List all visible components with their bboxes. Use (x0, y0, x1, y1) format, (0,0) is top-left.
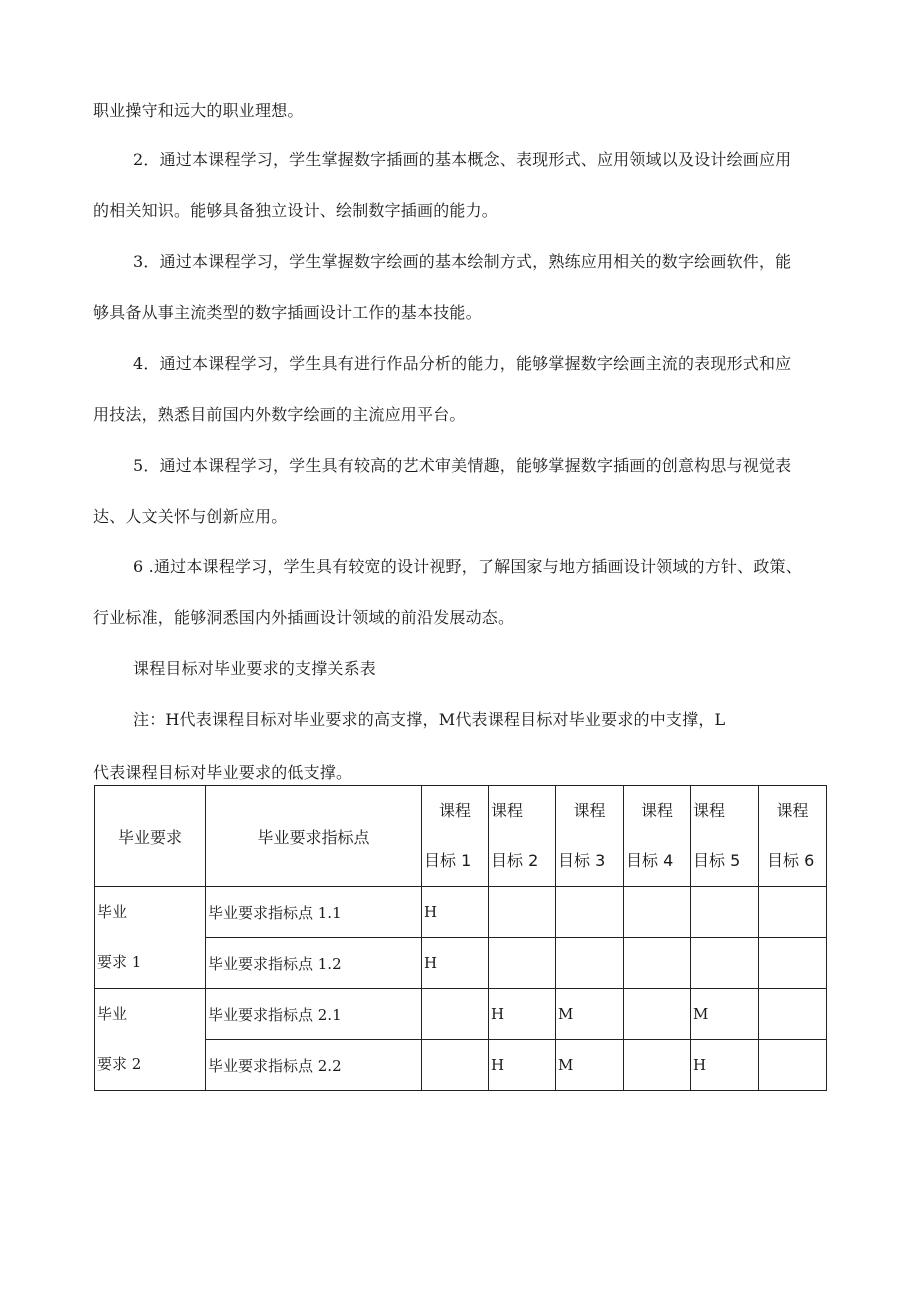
indicator-point-2-2: 毕业要求指标点 2.2 (206, 1040, 422, 1091)
note-line-2: 代表课程目标对毕业要求的低支撑。 (93, 763, 353, 782)
mark-2-2-goal-1 (422, 1040, 489, 1091)
header-goal-5-bottom: 目标 5 (693, 851, 741, 870)
requirement-1-top: 毕业 (97, 903, 128, 921)
paragraph-1-line-1: 职业操守和远大的职业理想。 (93, 101, 304, 120)
mark-1-2-goal-1: H (422, 938, 489, 989)
indicator-point-1-2: 毕业要求指标点 1.2 (206, 938, 422, 989)
mark-2-2-goal-2: H (489, 1040, 556, 1091)
header-goal-6 (759, 786, 827, 887)
support-relationship-table (94, 785, 827, 1091)
paragraph-3-line-1: 3．通过本课程学习，学生掌握数字绘画的基本绘制方式，熟练应用相关的数字绘画软件，能 (133, 252, 792, 271)
header-goal-5 (691, 786, 759, 887)
requirement-2-bottom: 要求 2 (97, 1055, 142, 1073)
indicator-point-1-1: 毕业要求指标点 1.1 (206, 887, 422, 938)
header-goal-2-bottom: 目标 2 (491, 851, 539, 870)
mark-2-1-goal-6 (759, 989, 827, 1040)
header-goal-3-bottom: 目标 3 (558, 851, 606, 870)
mark-2-1-goal-3: M (556, 989, 624, 1040)
paragraph-6-line-2: 行业标准，能够洞悉国内外插画设计领域的前沿发展动态。 (93, 608, 515, 627)
header-goal-4 (624, 786, 691, 887)
mark-2-2-goal-5: H (691, 1040, 759, 1091)
mark-1-2-goal-4 (624, 938, 691, 989)
header-goal-2 (489, 786, 556, 887)
header-goal-2-top: 课程 (491, 801, 524, 820)
mark-1-1-goal-3 (556, 887, 624, 938)
header-requirement: 毕业要求 (95, 786, 206, 887)
paragraph-4-line-2: 用技法，熟悉目前国内外数字绘画的主流应用平台。 (93, 405, 466, 424)
header-goal-4-bottom: 目标 4 (626, 851, 674, 870)
header-goal-3 (556, 786, 624, 887)
paragraph-6-line-1: 6 .通过本课程学习，学生具有较宽的设计视野，了解国家与地方插画设计领域的方针、政策、 (133, 557, 802, 576)
header-goal-6-top: 课程 (776, 801, 809, 820)
requirement-2-cell (95, 989, 206, 1091)
table-header-row (95, 786, 827, 887)
requirement-1-cell (95, 887, 206, 989)
header-goal-6-bottom: 目标 6 (767, 851, 815, 870)
requirement-2-top: 毕业 (97, 1005, 128, 1023)
header-goal-4-top: 课程 (640, 801, 673, 820)
mark-1-2-goal-3 (556, 938, 624, 989)
mark-2-2-goal-6 (759, 1040, 827, 1091)
mark-2-1-goal-2: H (489, 989, 556, 1040)
paragraph-3-line-2: 够具备从事主流类型的数字插画设计工作的基本技能。 (93, 303, 482, 322)
mark-2-1-goal-5: M (691, 989, 759, 1040)
mark-1-2-goal-6 (759, 938, 827, 989)
table-row (95, 989, 827, 1040)
paragraph-2-line-1: 2．通过本课程学习，学生掌握数字插画的基本概念、表现形式、应用领域以及设计绘画应用 (133, 150, 792, 169)
mark-1-1-goal-5 (691, 887, 759, 938)
header-goal-3-top: 课程 (573, 801, 606, 820)
header-goal-1-bottom: 目标 1 (424, 851, 472, 870)
paragraph-4-line-1: 4．通过本课程学习，学生具有进行作品分析的能力，能够掌握数字绘画主流的表现形式和应 (133, 354, 792, 373)
mark-1-1-goal-2 (489, 887, 556, 938)
mark-1-1-goal-4 (624, 887, 691, 938)
table-title: 课程目标对毕业要求的支撑关系表 (133, 659, 377, 678)
mark-2-1-goal-4 (624, 989, 691, 1040)
paragraph-2-line-2: 的相关知识。能够具备独立设计、绘制数字插画的能力。 (93, 201, 499, 220)
header-goal-1-top: 课程 (438, 801, 471, 820)
header-goal-1 (422, 786, 489, 887)
requirement-1-bottom: 要求 1 (97, 953, 142, 971)
mark-2-1-goal-1 (422, 989, 489, 1040)
mark-1-1-goal-6 (759, 887, 827, 938)
indicator-point-2-1: 毕业要求指标点 2.1 (206, 989, 422, 1040)
header-indicator-point: 毕业要求指标点 (206, 786, 422, 887)
mark-1-2-goal-5 (691, 938, 759, 989)
note-line-1: 注：H代表课程目标对毕业要求的高支撑，M代表课程目标对毕业要求的中支撑，L (133, 710, 726, 729)
table-row (95, 887, 827, 938)
mark-2-2-goal-3: M (556, 1040, 624, 1091)
mark-1-2-goal-2 (489, 938, 556, 989)
mark-2-2-goal-4 (624, 1040, 691, 1091)
paragraph-5-line-1: 5．通过本课程学习，学生具有较高的艺术审美情趣，能够掌握数字插画的创意构思与视觉表 (133, 456, 792, 475)
paragraph-5-line-2: 达、人文关怀与创新应用。 (93, 507, 288, 526)
header-goal-5-top: 课程 (693, 801, 726, 820)
mark-1-1-goal-1: H (422, 887, 489, 938)
